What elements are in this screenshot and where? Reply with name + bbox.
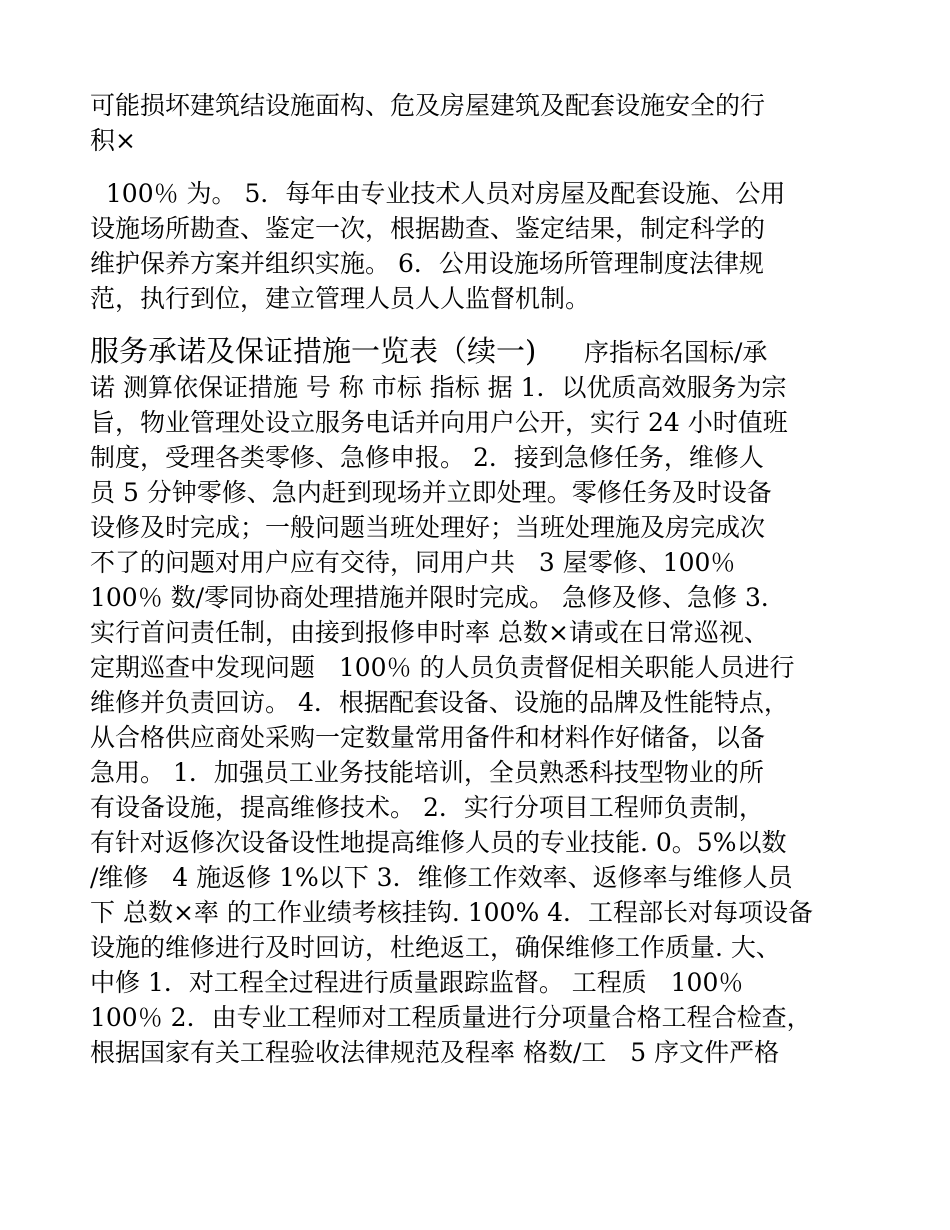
- text-line: 维护保养方案并组织实施。 6．公用设施场所管理制度法律规: [90, 249, 764, 278]
- text-line: 定期巡查中发现问题 100％ 的人员负责督促相关职能人员进行: [90, 653, 795, 682]
- text-line: 不了的问题对用户应有交待，同用户共 3 屋零修、100％: [90, 548, 736, 577]
- text-line: 从合格供应商处采购一定数量常用备件和材料作好储备，以备: [90, 723, 766, 752]
- text-line: 可能损坏建筑结设施面构、危及房屋建筑及配套设施安全的行: [90, 91, 766, 120]
- text-line: 维修并负责回访。 4．根据配套设备、设施的品牌及性能特点，: [90, 688, 789, 717]
- heading-tail-text: 序指标名国标/承: [536, 338, 768, 367]
- text-line: 有针对返修次设备设性地提高维修人员的专业技能. 0。5%以数: [90, 828, 787, 857]
- text-line: 设修及时完成；一般问题当班处理好；当班处理施及房完成次: [90, 513, 766, 542]
- section-heading: 服务承诺及保证措施一览表（续一): [90, 334, 537, 368]
- text-line: 制度，受理各类零修、急修申报。 2．接到急修任务，维修人: [90, 443, 764, 472]
- text-line: 急用。 1．加强员工业务技能培训，全员熟悉科技型物业的所: [90, 758, 764, 787]
- text-line: 旨，物业管理处设立服务电话并向用户公开，实行 24 小时值班: [90, 408, 788, 437]
- paragraph-3: [90, 334, 870, 1070]
- paragraph-2: [90, 176, 870, 316]
- text-line: 根据国家有关工程验收法律规范及程率 格数/工 5 序文件严格: [90, 1038, 780, 1067]
- text-line: 下 总数×率 的工作业绩考核挂钩. 100% 4．工程部长对每项设备: [90, 898, 814, 927]
- text-line: 范，执行到位，建立管理人员人人监督机制。: [90, 284, 591, 313]
- text-line: /维修 4 施返修 1%以下 3．维修工作效率、返修率与维修人员: [90, 863, 793, 892]
- text-line: 设施场所勘查、鉴定一次，根据勘查、鉴定结果，制定科学的: [90, 214, 766, 243]
- text-line: 100％ 为。 5．每年由专业技术人员对房屋及配套设施、公用: [90, 179, 786, 208]
- text-line: 100％ 数/零同协商处理措施并限时完成。 急修及修、急修 3．: [90, 583, 786, 612]
- text-line: 实行首问责任制，由接到报修申时率 总数×请或在日常巡视、: [90, 618, 769, 647]
- text-line: 员 5 分钟零修、急内赶到现场并立即处理。零修任务及时设备: [90, 478, 772, 507]
- paragraph-1: [90, 88, 870, 158]
- text-line: 诺 测算依保证措施 号 称 市标 指标 据 1．以优质高效服务为宗: [90, 373, 787, 402]
- text-line: 100％ 2．由专业工程师对工程质量进行分项量合格工程合检查，: [90, 1003, 812, 1032]
- document-page: [90, 88, 870, 1070]
- text-line: 中修 1．对工程全过程进行质量跟踪监督。 工程质 100％: [90, 968, 744, 997]
- heading-line: [90, 334, 870, 370]
- text-line: 有设备设施，提高维修技术。 2．实行分项目工程师负责制，: [90, 793, 764, 822]
- text-line: 积×: [90, 126, 136, 155]
- text-line: 设施的维修进行及时回访，杜绝返工，确保维修工作质量. 大、: [90, 933, 781, 962]
